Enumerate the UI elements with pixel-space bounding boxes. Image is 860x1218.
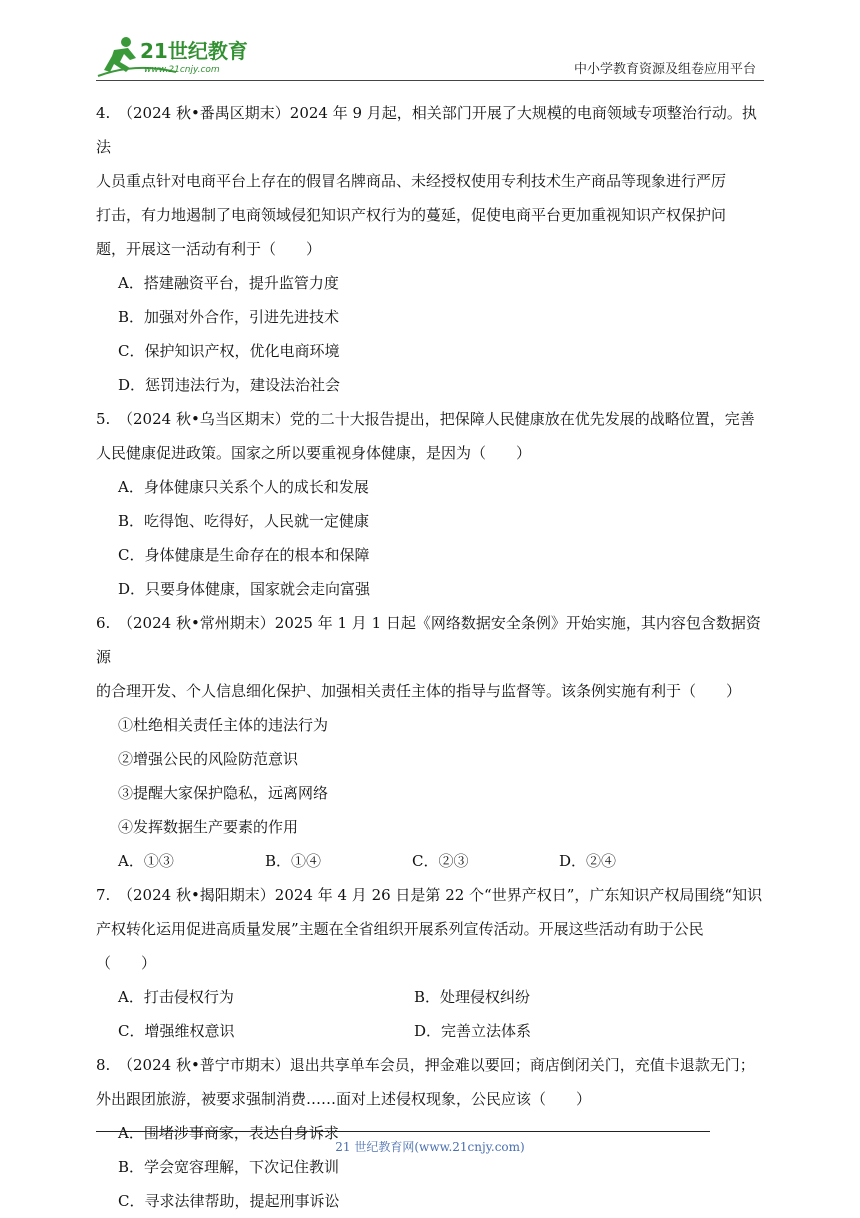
logo-title: 21世纪教育	[140, 39, 248, 63]
option-a[interactable]: A．围堵涉事商家，表达自身诉求	[118, 1124, 339, 1142]
logo-url: www.21cnjy.com	[144, 65, 220, 75]
option-a[interactable]: A．身体健康只关系个人的成长和发展	[118, 478, 369, 496]
options-row	[96, 980, 764, 1014]
question-number: 6.	[96, 614, 111, 632]
stem-line: （2024 秋•番禺区期末）2024 年 9 月起，相关部门开展了大规模的电商领域专项整治行动。执法	[96, 104, 757, 156]
question-7	[96, 878, 764, 1048]
option-a[interactable]: A．搭建融资平台，提升监管力度	[118, 274, 339, 292]
option-c[interactable]: C．身体健康是生命存在的根本和保障	[118, 546, 370, 564]
statement-2: ②增强公民的风险防范意识	[118, 750, 299, 768]
stem-line: 人员重点针对电商平台上存在的假冒名牌商品、未经授权使用专利技术生产商品等现象进行严厉	[96, 172, 727, 190]
stem-line: 外出跟团旅游，被要求强制消费……面对上述侵权现象，公民应该（ ）	[96, 1090, 592, 1108]
option-b[interactable]: B．学会宽容理解，下次记住教训	[118, 1158, 340, 1176]
option-b[interactable]: B．处理侵权纠纷	[414, 988, 531, 1006]
option-b[interactable]: B．加强对外合作，引进先进技术	[118, 308, 340, 326]
stem-line: （2024 秋•普宁市期末）退出共享单车会员，押金难以要回；商店倒闭关门，充值卡退款无门；	[118, 1056, 755, 1074]
option-c[interactable]: C．寻求法律帮助，提起刑事诉讼	[118, 1192, 340, 1210]
option-a[interactable]: A．①③	[118, 852, 174, 870]
question-6	[96, 606, 764, 878]
option-d[interactable]: D．②④	[559, 852, 617, 870]
question-stem	[96, 606, 764, 674]
stem-line: 题，开展这一活动有利于（ ）	[96, 240, 322, 258]
question-4	[96, 96, 764, 402]
option-c[interactable]: C．保护知识产权，优化电商环境	[118, 342, 340, 360]
option-a[interactable]: A．打击侵权行为	[118, 988, 234, 1006]
stem-line: 产权转化运用促进高质量发展”主题在全省组织开展系列宣传活动。开展这些活动有助于公民	[96, 920, 704, 938]
page-header	[0, 0, 860, 85]
question-list	[96, 96, 764, 1218]
question-8	[96, 1048, 764, 1218]
option-c[interactable]: C．②③	[412, 852, 469, 870]
option-b[interactable]: B．①④	[265, 852, 322, 870]
header-divider	[96, 80, 764, 81]
platform-name: 中小学教育资源及组卷应用平台	[573, 62, 756, 77]
statement-1: ①杜绝相关责任主体的违法行为	[118, 716, 329, 734]
question-stem	[96, 1048, 764, 1082]
footer-text: 21 世纪教育网(www.21cnjy.com)	[335, 1140, 525, 1154]
question-number: 7.	[96, 886, 111, 904]
question-number: 5.	[96, 410, 111, 428]
question-stem	[96, 402, 764, 436]
footer-divider	[96, 1131, 710, 1132]
stem-line: 的合理开发、个人信息细化保护、加强相关责任主体的指导与监督等。该条例实施有利于（ ）	[96, 682, 742, 700]
option-c[interactable]: C．增强维权意识	[118, 1022, 235, 1040]
statement-4: ④发挥数据生产要素的作用	[118, 818, 299, 836]
question-stem	[96, 96, 764, 164]
site-logo	[96, 32, 266, 78]
option-d[interactable]: D．完善立法体系	[414, 1022, 532, 1040]
option-b[interactable]: B．吃得饱、吃得好，人民就一定健康	[118, 512, 370, 530]
option-d[interactable]: D．只要身体健康，国家就会走向富强	[118, 580, 371, 598]
stem-line: （2024 秋•常州期末）2025 年 1 月 1 日起《网络数据安全条例》开始实施，其内容包含数据资源	[96, 614, 761, 666]
statement-3: ③提醒大家保护隐私，远离网络	[118, 784, 329, 802]
options-row	[96, 844, 764, 878]
stem-line: 人民健康促进政策。国家之所以要重视身体健康，是因为（ ）	[96, 444, 532, 462]
options-row	[96, 1014, 764, 1048]
question-stem	[96, 878, 764, 912]
stem-line: 打击，有力地遏制了电商领域侵犯知识产权行为的蔓延，促使电商平台更加重视知识产权保护问	[96, 206, 727, 224]
stem-line: （ ）	[96, 954, 157, 972]
question-5	[96, 402, 764, 606]
option-d[interactable]: D．惩罚违法行为，建设法治社会	[118, 376, 341, 394]
question-number: 4.	[96, 104, 111, 122]
stem-line: （2024 秋•乌当区期末）党的二十大报告提出，把保障人民健康放在优先发展的战略位置，完善	[118, 410, 755, 428]
question-number: 8.	[96, 1056, 111, 1074]
stem-line: （2024 秋•揭阳期末）2024 年 4 月 26 日是第 22 个“世界产权日”，广东知识产权局围绕“知识	[118, 886, 763, 904]
